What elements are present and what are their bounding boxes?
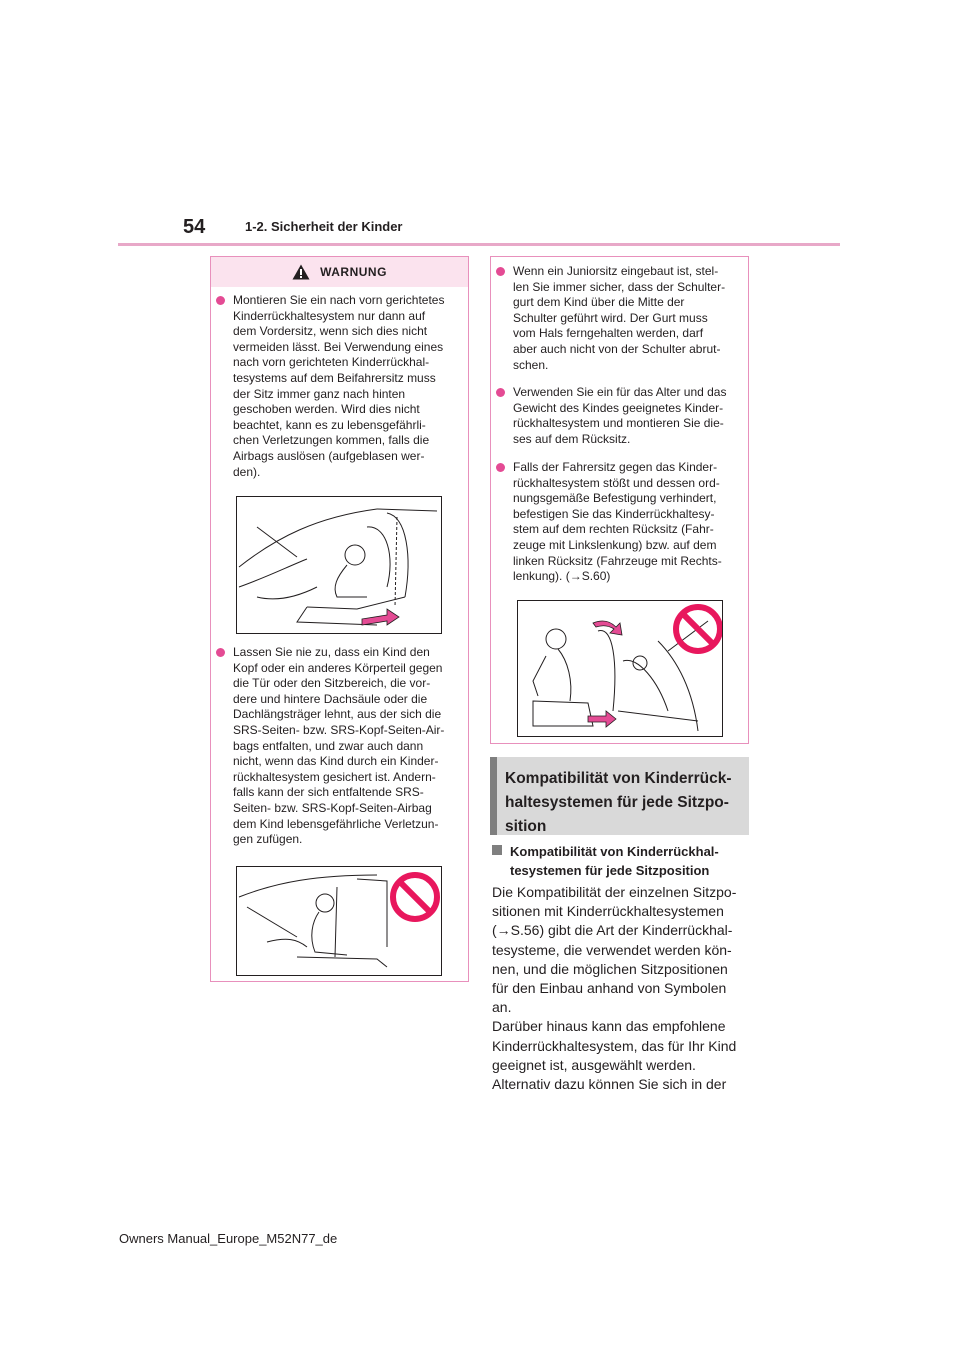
arrow-icon bbox=[362, 609, 399, 625]
bullet-icon bbox=[496, 463, 505, 472]
prohibition-icon bbox=[393, 875, 437, 919]
footer-text: Owners Manual_Europe_M52N77_de bbox=[119, 1231, 338, 1246]
heading-accent-bar bbox=[490, 757, 497, 835]
header-rule bbox=[118, 243, 840, 246]
bullet-icon bbox=[496, 267, 505, 276]
figure-child-seat-front bbox=[236, 496, 442, 634]
figure-driver-seat-conflict bbox=[517, 600, 723, 737]
square-bullet-icon bbox=[492, 845, 502, 855]
section-title: 1-2. Sicherheit der Kinder bbox=[245, 219, 403, 234]
bullet-icon bbox=[496, 388, 505, 397]
bullet-icon bbox=[216, 296, 225, 305]
figure-child-leaning-door bbox=[236, 866, 442, 976]
warning-title: WARNUNG bbox=[320, 265, 387, 279]
list-item: Falls der Fahrersitz gegen das Kinder- rückhaltesystem stößt und dessen ord- nungsgemäße Befestigung verhindert, befestigen Sie das Kinderrückhaltesy- stem auf dem rechten Rücksitz (Fahr- zeuge mit Linkslenkung) bzw. auf dem linken Rücksitz (Fahrzeuge mit Rechts- lenkung). (→S.60) bbox=[496, 460, 746, 585]
arrow-icon bbox=[588, 621, 622, 727]
page-number: 54 bbox=[183, 216, 206, 238]
subheading: Kompatibilität von Kinderrückhal- tesystemen für jede Sitzposition bbox=[492, 842, 719, 880]
section-heading: Kompatibilität von Kinderrück- haltesystemen für jede Sitzpo- sition bbox=[505, 770, 732, 835]
list-item: Verwenden Sie ein für das Alter und das Gewicht des Kindes geeignetes Kinder- rückhaltesystem und montieren Sie die- ses auf dem Rücksitz. bbox=[496, 385, 746, 447]
prohibition-icon bbox=[676, 607, 720, 651]
list-item: Wenn ein Juniorsitz eingebaut ist, stel- len Sie immer sicher, dass der Schulter- gurt dem Kind über die Mitte der Schulter geführt wird. Der Gurt muss vom Hals ferngehalten werden, darf aber auch nicht von der Schulter abrut- schen. bbox=[496, 264, 746, 373]
warning-triangle-icon bbox=[292, 264, 310, 280]
list-item: Montieren Sie ein nach vorn gerichtetes Kinderrückhaltesystem nur dann auf dem Vordersitz, wenn sich dies nicht vermeiden lässt. Bei Verwendung eines nach vorn gerichteten Kinderrückhal- tesystems auf dem Beifahrersitz muss der Sitz immer ganz nach hinten geschoben werden. Wird dies nicht beachtet, kann es zu lebensgefährli- chen Verletzungen kommen, falls die Airbags auslösen (aufgeblasen wer- den). bbox=[216, 293, 466, 480]
warning-header bbox=[211, 257, 468, 287]
list-item: Lassen Sie nie zu, dass ein Kind den Kopf oder ein anderes Körperteil gegen die Tür oder den Sitzbereich, die vor- dere und hintere Dachsäule oder die Dachlängsträger lehnt, aus der sich die SRS-Seiten- bzw. SRS-Kopf-Seiten-Air- bags entfalten, und zwar auch dann nicht, wenn das Kind durch ein Kinder- rückhaltesystem gesichert ist. Andern- falls kann der sich entfaltende SRS- Seiten- bzw. SRS-Kopf-Seiten-Airbag dem Kind lebensgefährliche Verletzun- gen zufügen. bbox=[216, 645, 466, 848]
bullet-icon bbox=[216, 648, 225, 657]
driver-seat-illustration bbox=[518, 601, 722, 736]
child-seat-illustration bbox=[237, 497, 441, 633]
body-paragraph: Die Kompatibilität der einzelnen Sitzpo- sitionen mit Kinderrückhaltesystemen (→S.56) gibt die Art der Kinderrückhal- tesysteme, die verwendet werden kön- nen, und die möglichen Sitzpositionen für den Einbau anhand von Symbolen an. Darüber hinaus kann das empfohlene Kinderrückhaltesystem, das für Ihr Kind geeignet ist, ausgewählt werden. Alternativ dazu können Sie sich in der bbox=[492, 884, 737, 1093]
section-heading-box bbox=[490, 757, 749, 835]
child-leaning-illustration bbox=[237, 867, 441, 975]
